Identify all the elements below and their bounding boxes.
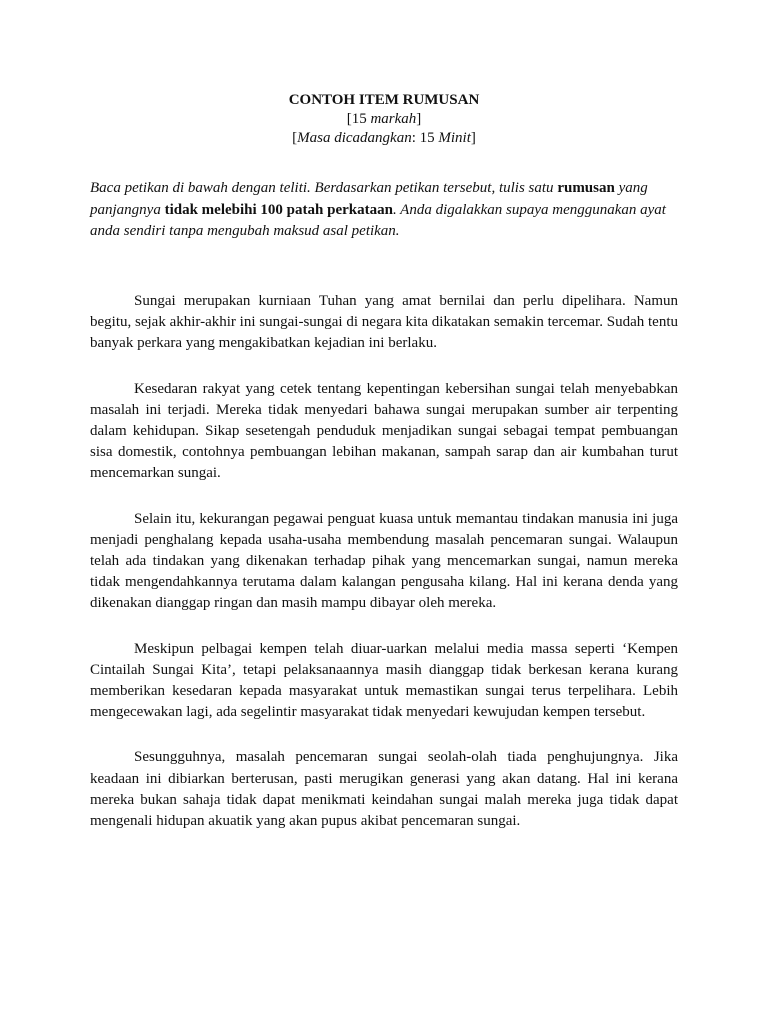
passage-paragraph-1: Sungai merupakan kurniaan Tuhan yang amat bernilai dan perlu dipelihara. Namun begitu, sejak akhir-akhir ini sungai-sungai di negara kita dikatakan semakin tercemar. Sudah tentu banyak perkara yang mengakibatkan kejadian ini berlaku. [90,293,678,352]
marks-word: markah [370,111,417,127]
instruction-text [90,178,680,243]
passage-paragraph-5: Sesungguhnya, masalah pencemaran sungai seolah-olah tiada penghujungnya. Jika keadaan ini dibiarkan berterusan, pasti merugikan generasi yang akan datang. Hal ini kerana mereka bukan sahaja tidak dapat menikmati keindahan sungai malah mereka juga tidak dapat mengenali hidupan akuatik yang akan pupus akibat pencemaran sungai. [90,749,678,830]
passage [90,291,678,856]
time-unit: Minit [438,130,471,146]
instruction-part3: . Anda digalakkan supaya menggunakan ayat anda sendiri tanpa mengubah maksud asal petikan. [90,201,666,239]
time-close: ] [470,130,476,146]
marks-open: [15 [346,111,371,127]
instruction-part1: Baca petikan di bawah dengan teliti. Berdasarkan petikan tersebut, tulis satu [90,180,558,196]
document-title: CONTOH ITEM RUMUSAN [288,92,480,108]
passage-paragraph-3: Selain itu, kekurangan pegawai penguat kuasa untuk memantau tindakan manusia ini juga menjadi penghalang kepada usaha-usaha membendung masalah pencemaran sungai. Walaupun telah ada tindakan yang dikenakan terhadap pihak yang mencemarkan sungai, namun mereka tidak mengendahkannya terutama dalam kalangan pengusaha kilang. Hal ini kerana denda yang dikenakan dianggap ringan dan masih mampu dibayar oleh mereka. [90,510,678,612]
marks-close: ] [416,111,422,127]
marks-line [0,110,768,129]
time-open: [ [292,130,298,146]
time-line [0,129,768,148]
instruction-bold-rumusan: rumusan [557,180,615,196]
time-word: Masa dicadangkan [297,130,412,146]
instruction-bold-word-limit: tidak melebihi 100 patah perkataan [164,201,393,218]
passage-paragraph-2: Kesedaran rakyat yang cetek tentang kepentingan kebersihan sungai telah menyebabkan masalah ini terjadi. Mereka tidak menyedari bahawa sungai merupakan sumber air terpenting dalam kehidupan. Sikap sesetengah penduduk menjadikan sungai sebagai tempat pembuangan sisa domestik, contohnya pembuangan lebihan makanan, sampah sarap dan air kumbahan turut mencemarkan sungai. [90,380,678,482]
time-mid: : 15 [411,130,439,146]
passage-paragraph-4: Meskipun pelbagai kempen telah diuar-uarkan melalui media massa seperti ‘Kempen Cintailah Sungai Kita’, tetapi pelaksanaannya masih dianggap tidak berkesan kerana kurang memberikan kesedaran kepada masyarakat untuk memastikan sungai terus terpelihara. Lebih mengecewakan lagi, ada segelintir masyarakat tidak menyedari kewujudan kempen tersebut. [90,640,678,721]
document-header [0,91,768,148]
instruction-part2: yang panjangnya [90,180,648,218]
